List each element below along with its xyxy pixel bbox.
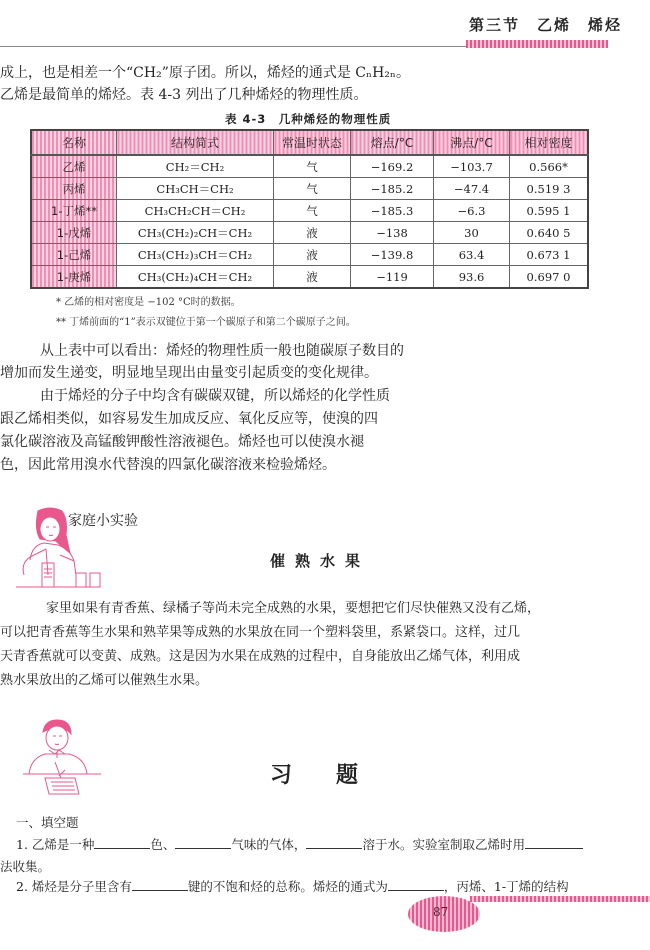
cell-name: 乙烯 <box>31 155 117 178</box>
cell-formula: CH₃(CH₂)₄CH＝CH₂ <box>117 266 274 289</box>
cell-name: 1-庚烯 <box>31 266 117 289</box>
cell-state: 液 <box>274 222 351 244</box>
cell-state: 液 <box>274 266 351 289</box>
cell-boiling-point: 30 <box>434 222 510 244</box>
boy-writing-illustration-icon <box>15 718 105 798</box>
table-caption: 表 4-3 几种烯烃的物理性质 <box>225 112 392 126</box>
page-number: 87 <box>433 905 449 919</box>
table-footnote-2: ** 丁烯前面的“1”表示双键位于第一个碳原子和第二个碳原子之间。 <box>56 317 356 328</box>
q2-blank-2[interactable] <box>388 878 444 891</box>
table-row <box>31 266 588 289</box>
exercise-q1-line-1 <box>16 834 583 856</box>
cell-boiling-point: 93.6 <box>434 266 510 289</box>
cell-melting-point: −185.3 <box>351 200 434 222</box>
table-row <box>31 200 588 222</box>
q1-blank-4[interactable] <box>525 836 583 849</box>
exercise-q1-line-2: 法收集。 <box>0 859 51 874</box>
q2-text-c: ，丙烯、1-丁烯的结构 <box>443 879 569 894</box>
body-p2-line-2: 跟乙烯相类似，如容易发生加成反应、氧化反应等，使溴的四 <box>0 411 378 427</box>
q1-text-c: 气味的气体， <box>231 837 307 852</box>
intro-line-2: 乙烯是最简单的烯烃。表 4-3 列出了几种烯烃的物理性质。 <box>0 87 368 103</box>
table-row <box>31 222 588 244</box>
home-experiment-label: 家庭小实验 <box>68 513 138 529</box>
cell-melting-point: −169.2 <box>351 155 434 178</box>
cell-density: 0.673 1 <box>510 244 589 266</box>
body-p2-line-3: 氯化碳溶液及高锰酸钾酸性溶液褪色。烯烃也可以使溴水褪 <box>0 434 364 450</box>
col-header-melting-point: 熔点/°C <box>351 130 434 155</box>
body-p2-line-1: 由于烯烃的分子中均含有碳碳双键，所以烯烃的化学性质 <box>40 388 390 404</box>
cell-state: 气 <box>274 178 351 200</box>
cell-boiling-point: −103.7 <box>434 155 510 178</box>
cell-density: 0.697 0 <box>510 266 589 289</box>
exercises-title: 习 题 <box>270 763 359 788</box>
cell-density: 0.595 1 <box>510 200 589 222</box>
q2-text-b: 键的不饱和烃的总称。烯烃的通式为 <box>187 879 388 894</box>
alkene-properties-table <box>30 129 589 289</box>
cell-name: 1-丁烯** <box>31 200 117 222</box>
cell-name: 丙烯 <box>31 178 117 200</box>
cell-boiling-point: 63.4 <box>434 244 510 266</box>
cell-formula: CH₃(CH₂)₂CH＝CH₂ <box>117 222 274 244</box>
experiment-title: 催熟水果 <box>270 552 371 570</box>
body-p1-line-1: 从上表中可以看出：烯烃的物理性质一般也随碳原子数目的 <box>40 343 404 359</box>
cell-state: 气 <box>274 155 351 178</box>
q1-text-a: 1. 乙烯是一种 <box>16 837 95 852</box>
intro-line-1: 成上，也是相差一个“CH₂”原子团。所以，烯烃的通式是 CₙH₂ₙ。 <box>0 65 410 81</box>
cell-density: 0.519 3 <box>510 178 589 200</box>
cell-density: 0.566* <box>510 155 589 178</box>
experiment-line-3: 天青香蕉就可以变黄、成熟。这是因为水果在成熟的过程中，自身能放出乙烯气体，利用成 <box>0 649 521 664</box>
exercise-q2-line-1 <box>16 876 569 898</box>
cell-state: 液 <box>274 244 351 266</box>
cell-melting-point: −119 <box>351 266 434 289</box>
table-row <box>31 178 588 200</box>
header-accent-stripe <box>466 40 608 48</box>
q1-blank-2[interactable] <box>175 836 231 849</box>
cell-density: 0.640 5 <box>510 222 589 244</box>
q2-text-a: 2. 烯烃是分子里含有 <box>16 879 132 894</box>
experiment-line-1: 家里如果有青香蕉、绿橘子等尚未完全成熟的水果，要想把它们尽快催熟又没有乙烯， <box>46 601 541 616</box>
col-header-boiling-point: 沸点/°C <box>434 130 510 155</box>
table-footnote-1: * 乙烯的相对密度是 −102 °C时的数据。 <box>56 297 241 308</box>
table-header-row <box>31 130 588 155</box>
body-p1-line-2: 增加而发生递变，明显地呈现出由量变引起质变的变化规律。 <box>0 365 378 381</box>
cell-melting-point: −138 <box>351 222 434 244</box>
q1-blank-1[interactable] <box>94 836 150 849</box>
footer-accent-stripe <box>470 896 650 902</box>
q1-text-b: 色、 <box>150 837 176 852</box>
experiment-line-2: 可以把青香蕉等生水果和熟苹果等成熟的水果放在同一个塑料袋里，系紧袋口。这样，过几 <box>0 625 521 640</box>
q2-blank-1[interactable] <box>132 878 188 891</box>
cell-melting-point: −139.8 <box>351 244 434 266</box>
cell-boiling-point: −47.4 <box>434 178 510 200</box>
table-row <box>31 155 588 178</box>
cell-name: 1-戊烯 <box>31 222 117 244</box>
col-header-formula: 结构简式 <box>117 130 274 155</box>
col-header-density: 相对密度 <box>510 130 589 155</box>
q1-text-d: 溶于水。实验室制取乙烯时用 <box>362 837 525 852</box>
cell-formula: CH₃CH＝CH₂ <box>117 178 274 200</box>
table-row <box>31 244 588 266</box>
cell-melting-point: −185.2 <box>351 178 434 200</box>
header-rule <box>0 46 470 47</box>
cell-name: 1-己烯 <box>31 244 117 266</box>
q1-blank-3[interactable] <box>306 836 362 849</box>
section-title: 第三节 乙烯 烯烃 <box>468 16 622 34</box>
cell-state: 气 <box>274 200 351 222</box>
cell-boiling-point: −6.3 <box>434 200 510 222</box>
experiment-line-4: 熟水果放出的乙烯可以催熟生水果。 <box>0 673 209 688</box>
cell-formula: CH₃CH₂CH＝CH₂ <box>117 200 274 222</box>
col-header-state: 常温时状态 <box>274 130 351 155</box>
cell-formula: CH₂＝CH₂ <box>117 155 274 178</box>
cell-formula: CH₃(CH₂)₃CH＝CH₂ <box>117 244 274 266</box>
col-header-name: 名称 <box>31 130 117 155</box>
exercise-section-fill-in: 一、填空题 <box>16 815 79 830</box>
body-p2-line-4: 色，因此常用溴水代替溴的四氯化碳溶液来检验烯烃。 <box>0 457 336 473</box>
